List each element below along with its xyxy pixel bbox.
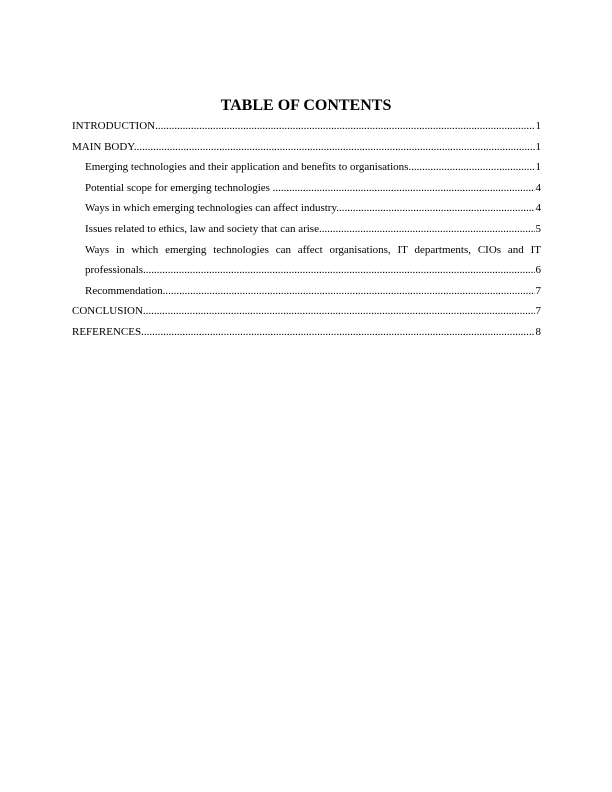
toc-list xyxy=(72,116,541,343)
toc-leader xyxy=(72,137,541,158)
toc-entry-recommendation[interactable] xyxy=(72,281,541,302)
toc-entry-label: MAIN BODY xyxy=(72,140,134,153)
toc-leader xyxy=(85,260,541,281)
toc-entry-label: Potential scope for emerging technologies xyxy=(85,181,273,194)
toc-entry-affect-industry[interactable] xyxy=(72,198,541,219)
toc-leader xyxy=(85,178,541,199)
toc-entry-label: Ways in which emerging technologies can affect industry xyxy=(85,202,337,215)
toc-entry-label: Recommendation xyxy=(85,284,163,297)
toc-leader xyxy=(85,219,541,240)
toc-page-number: 4 xyxy=(535,178,542,199)
toc-page-number: 7 xyxy=(535,281,542,302)
toc-entry-potential-scope[interactable] xyxy=(72,178,541,199)
toc-entry-label: professionals xyxy=(85,264,144,277)
toc-title: TABLE OF CONTENTS xyxy=(220,97,392,114)
toc-leader xyxy=(72,116,541,137)
toc-entry-emerging-technologies[interactable] xyxy=(72,157,541,178)
toc-entry-main-body[interactable] xyxy=(72,137,541,158)
toc-leader xyxy=(72,301,541,322)
toc-entry-ethics-law-society[interactable] xyxy=(72,219,541,240)
toc-page-number: 1 xyxy=(535,157,542,178)
toc-page-number: 1 xyxy=(535,137,542,158)
toc-entry-label: CONCLUSION xyxy=(72,305,143,318)
toc-entry-affect-organisations-line1[interactable] xyxy=(72,240,541,261)
toc-page-number: 1 xyxy=(535,116,542,137)
toc-entry-introduction[interactable] xyxy=(72,116,541,137)
toc-page-number: 4 xyxy=(535,198,542,219)
toc-entry-references[interactable] xyxy=(72,322,541,343)
toc-page-number: 8 xyxy=(535,322,542,343)
toc-leader xyxy=(85,281,541,302)
toc-page-number: 5 xyxy=(535,219,542,240)
toc-entry-conclusion[interactable] xyxy=(72,301,541,322)
toc-entry-label: INTRODUCTION xyxy=(72,120,156,132)
toc-page-number: 7 xyxy=(535,301,542,322)
toc-entry-label: REFERENCES xyxy=(72,325,142,338)
toc-entry-affect-organisations[interactable] xyxy=(72,260,541,281)
toc-leader xyxy=(85,198,541,219)
toc-entry-label: Ways in which emerging technologies can affect organisations, IT departments, CIOs and IT xyxy=(85,243,541,256)
toc-leader xyxy=(72,322,541,343)
toc-leader xyxy=(85,157,541,178)
toc-entry-label: Issues related to ethics, law and society that can arise xyxy=(85,222,319,235)
toc-page-number: 6 xyxy=(535,260,542,281)
toc-entry-label: Emerging technologies and their application and benefits to organisations xyxy=(85,161,409,174)
